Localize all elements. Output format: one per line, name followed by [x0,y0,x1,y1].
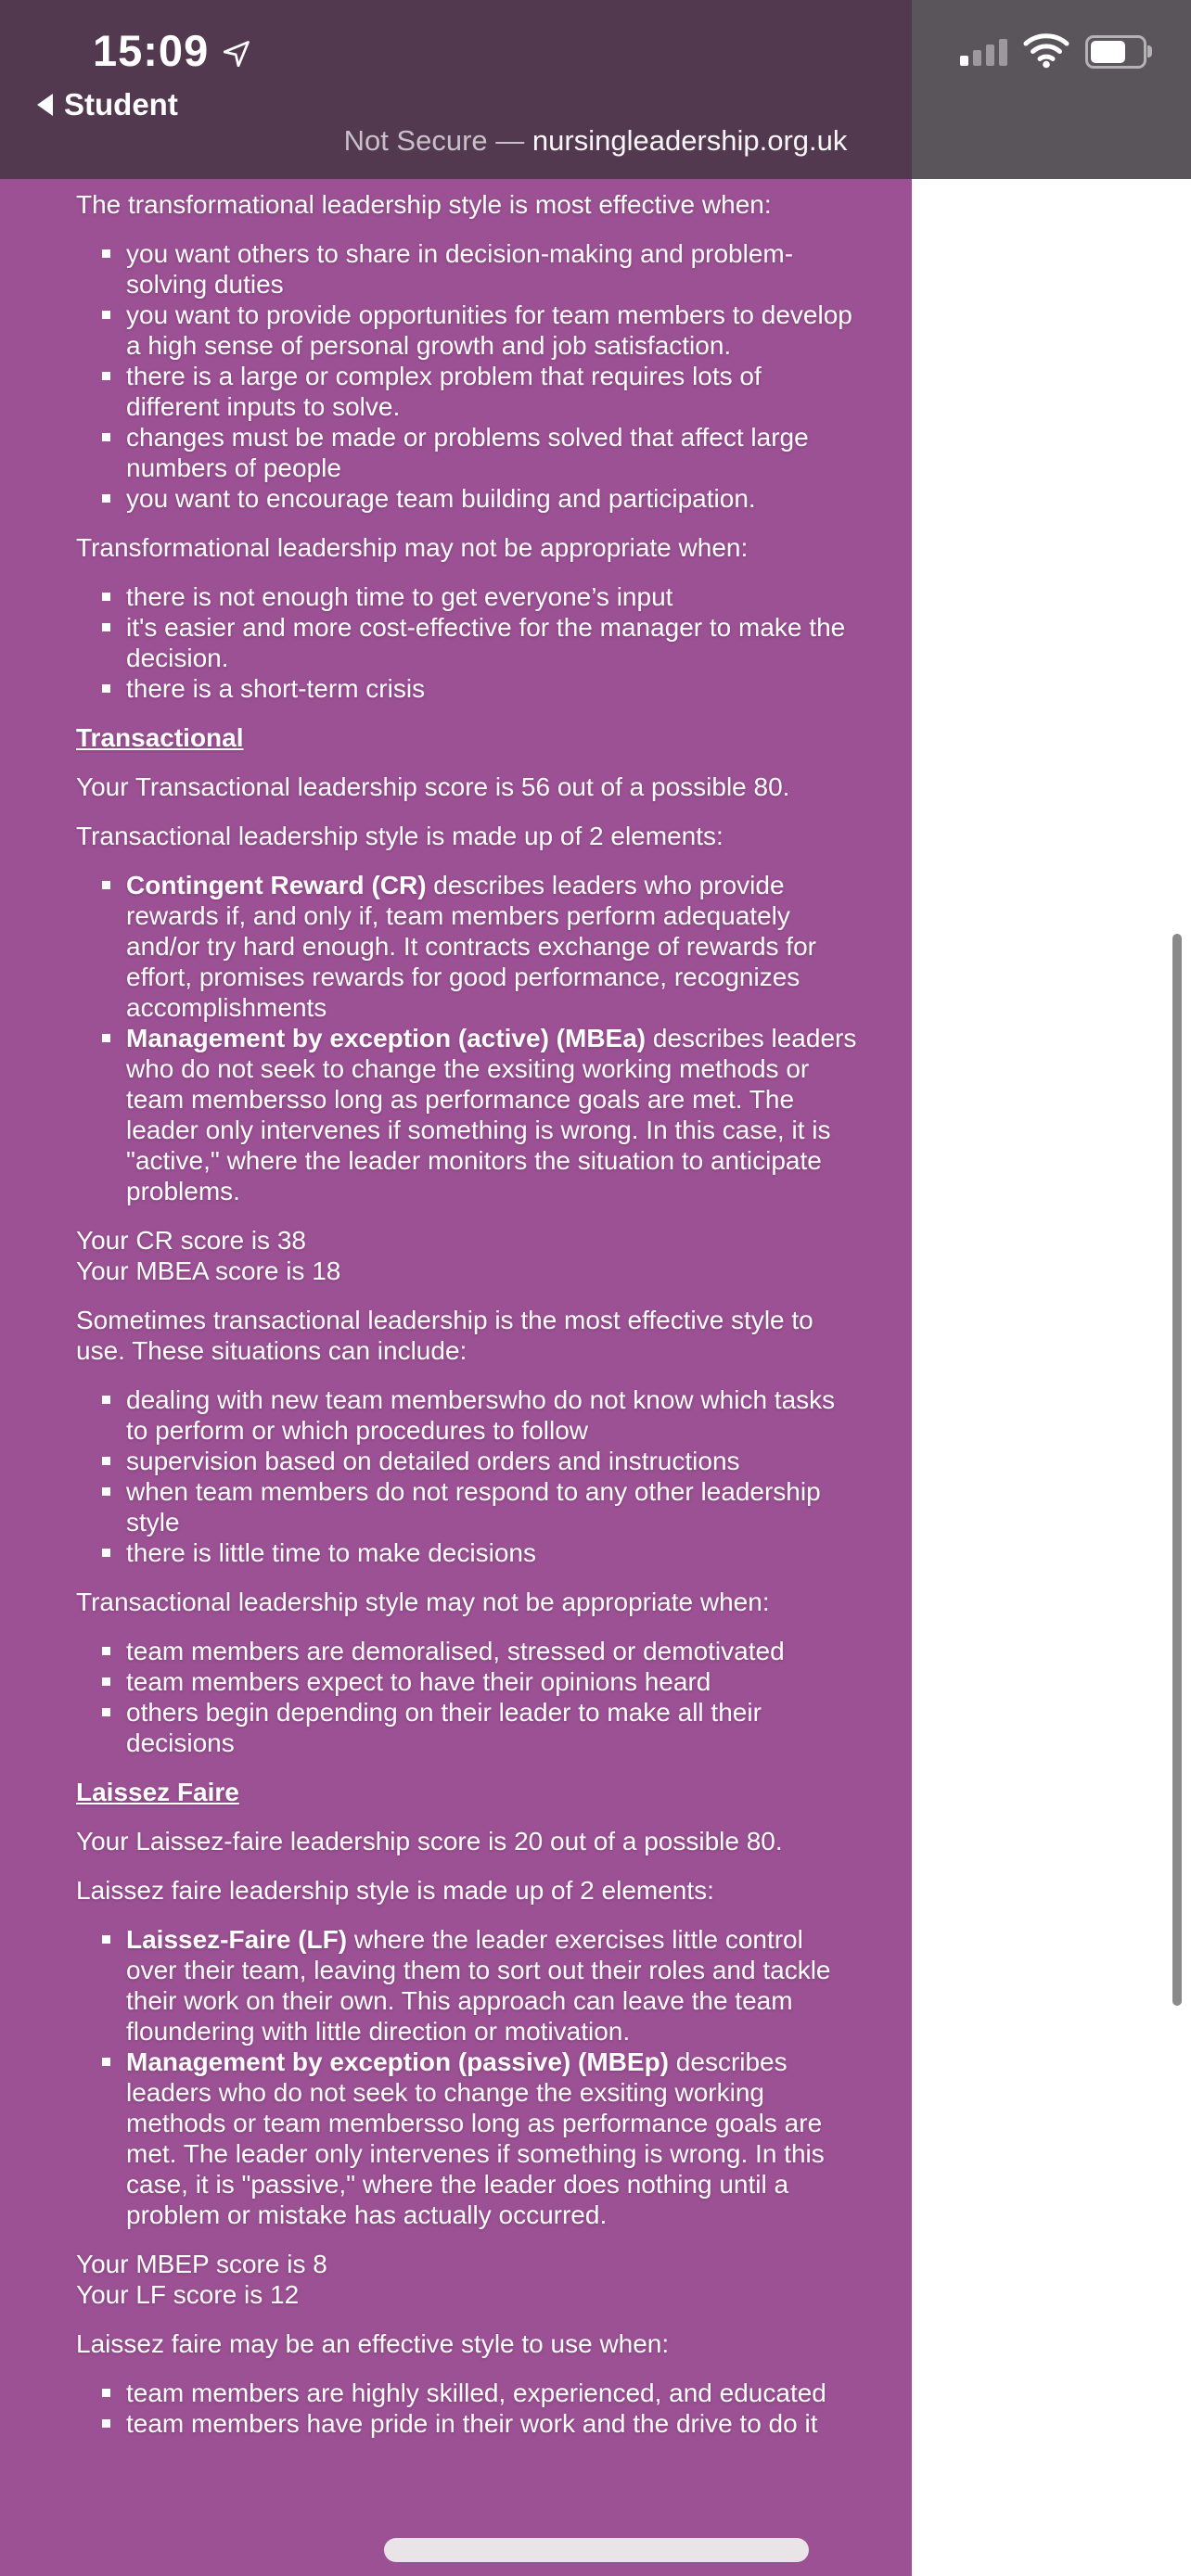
list-item-text: where the leader exercises little control over their team, leaving them to sort out their roles and tackle their work on their own. This approach can leave the team floundering with little direction or motivation. [126,1925,831,2046]
list-item-text: describes leaders who provide rewards if, and only if, team members perform adequately and/or try hard enough. It contracts exchange of rewards for effort, promises rewards for good performance, recognizes accomplishments [126,871,816,1022]
list-item-text: when team members do not respond to any other leadership style [126,1477,821,1537]
list-item-text: you want to provide opportunities for team members to develop a high sense of personal growth and job satisfaction. [126,300,852,360]
score-lines [76,1225,858,1286]
status-icons [960,33,1146,70]
paragraph: The transformational leadership style is most effective when: [76,190,772,219]
list-item [126,581,858,612]
list-item [126,1476,858,1537]
location-arrow-icon [224,26,255,77]
url-domain: nursingleadership.org.uk [531,124,848,157]
paragraph: Transactional leadership style may not be appropriate when: [76,1588,770,1616]
list-item [126,1537,858,1568]
list-item [126,1446,858,1476]
list-item [126,422,858,483]
url-bar[interactable] [0,124,1191,158]
paragraph: Transactional leadership style is made up of 2 elements: [76,822,724,850]
list-item [126,870,858,1023]
bullet-list [76,1636,858,1758]
url-separator: — [495,124,525,157]
list-item [126,1924,858,2047]
list-item [126,1384,858,1446]
list-item [126,1666,858,1697]
battery-fill [1091,41,1125,63]
paragraph: Your Laissez-faire leadership score is 20 out of a possible 80. [76,1827,783,1855]
bullet-list [76,1924,858,2230]
list-item [126,2378,858,2408]
cellular-signal-icon [960,38,1007,66]
list-item [126,612,858,673]
paragraph: Laissez faire may be an effective style to use when: [76,2329,670,2358]
score-lines [76,2249,858,2310]
paragraph: Your Transactional leadership score is 56 out of a possible 80. [76,772,790,801]
clock-text: 15:09 [93,26,210,75]
paragraph: Sometimes transactional leadership is the most effective style to use. These situations can include: [76,1306,813,1365]
battery-icon [1085,35,1146,69]
battery-tip [1147,45,1152,57]
paragraph: Laissez faire leadership style is made up of 2 elements: [76,1876,714,1905]
bullet-list [76,870,858,1206]
score-line: Your MBEA score is 18 [76,1256,341,1285]
back-chevron-icon [37,94,53,116]
list-item [126,1636,858,1666]
list-item-text: changes must be made or problems solved that affect large numbers of people [126,423,809,482]
bullet-list [76,238,858,514]
list-item [126,300,858,361]
list-item-text: describes leaders who do not seek to change the exsiting working methods or team membersso long as performance goals are met. The leader only intervenes if something is wrong. In this case, it is "passive," where the leader does nothing until a problem or mistake has actually occurred. [126,2047,825,2229]
list-item [126,1697,858,1758]
list-item-text: there is a large or complex problem that requires lots of different inputs to solve. [126,362,762,421]
bullet-list [76,1384,858,1568]
list-item [126,2408,858,2439]
list-item-bold-lead: Management by exception (passive) (MBEp) [126,2047,670,2076]
list-item-text: dealing with new team memberswho do not know which tasks to perform or which procedures to follow [126,1385,836,1445]
list-item-text: supervision based on detailed orders and instructions [126,1447,740,1475]
list-item [126,483,858,514]
back-app-label: Student [64,87,178,121]
list-item-text: you want to encourage team building and participation. [126,484,756,513]
paragraph: Transformational leadership may not be appropriate when: [76,533,749,562]
not-secure-label: Not Secure [343,124,488,157]
list-item-text: team members expect to have their opinions heard [126,1667,711,1696]
list-item-text: team members are highly skilled, experienced, and educated [126,2378,826,2407]
list-item [126,2047,858,2230]
list-item [126,673,858,704]
back-to-app-button[interactable] [37,87,178,122]
score-line: Your CR score is 38 [76,1226,306,1255]
list-item-text: team members are demoralised, stressed or demotivated [126,1637,785,1665]
list-item-bold-lead: Management by exception (active) (MBEa) [126,1024,647,1052]
score-line: Your MBEP score is 8 [76,2250,327,2278]
section-heading: Laissez Faire [76,1778,239,1806]
status-time [93,24,255,77]
wifi-icon [1022,32,1070,73]
list-item-text: there is a short-term crisis [126,674,426,703]
home-indicator[interactable] [384,2538,809,2562]
list-item [126,361,858,422]
bullet-list [76,581,858,704]
list-item-text: there is not enough time to get everyone’s input [126,582,673,611]
page-scrollbar[interactable] [1172,934,1182,2006]
list-item-text: there is little time to make decisions [126,1538,536,1567]
list-item-text: describes leaders who do not seek to change the exsiting working methods or team membersso long as performance goals are met. The leader only intervenes if something is wrong. In this case, it is "active," where the leader monitors the situation to anticipate problems. [126,1024,857,1205]
list-item [126,238,858,300]
list-item-text: others begin depending on their leader to make all their decisions [126,1698,762,1757]
list-item [126,1023,858,1206]
list-item-text: you want others to share in decision-making and problem-solving duties [126,239,794,299]
section-heading: Transactional [76,723,244,752]
safari-status-bar [0,0,1191,179]
bullet-list [76,2378,858,2439]
list-item-bold-lead: Contingent Reward (CR) [126,871,427,899]
list-item-bold-lead: Laissez-Faire (LF) [126,1925,348,1954]
score-line: Your LF score is 12 [76,2280,300,2309]
list-item-text: team members have pride in their work and the drive to do it [126,2409,818,2438]
list-item-text: it's easier and more cost-effective for the manager to make the decision. [126,613,846,672]
